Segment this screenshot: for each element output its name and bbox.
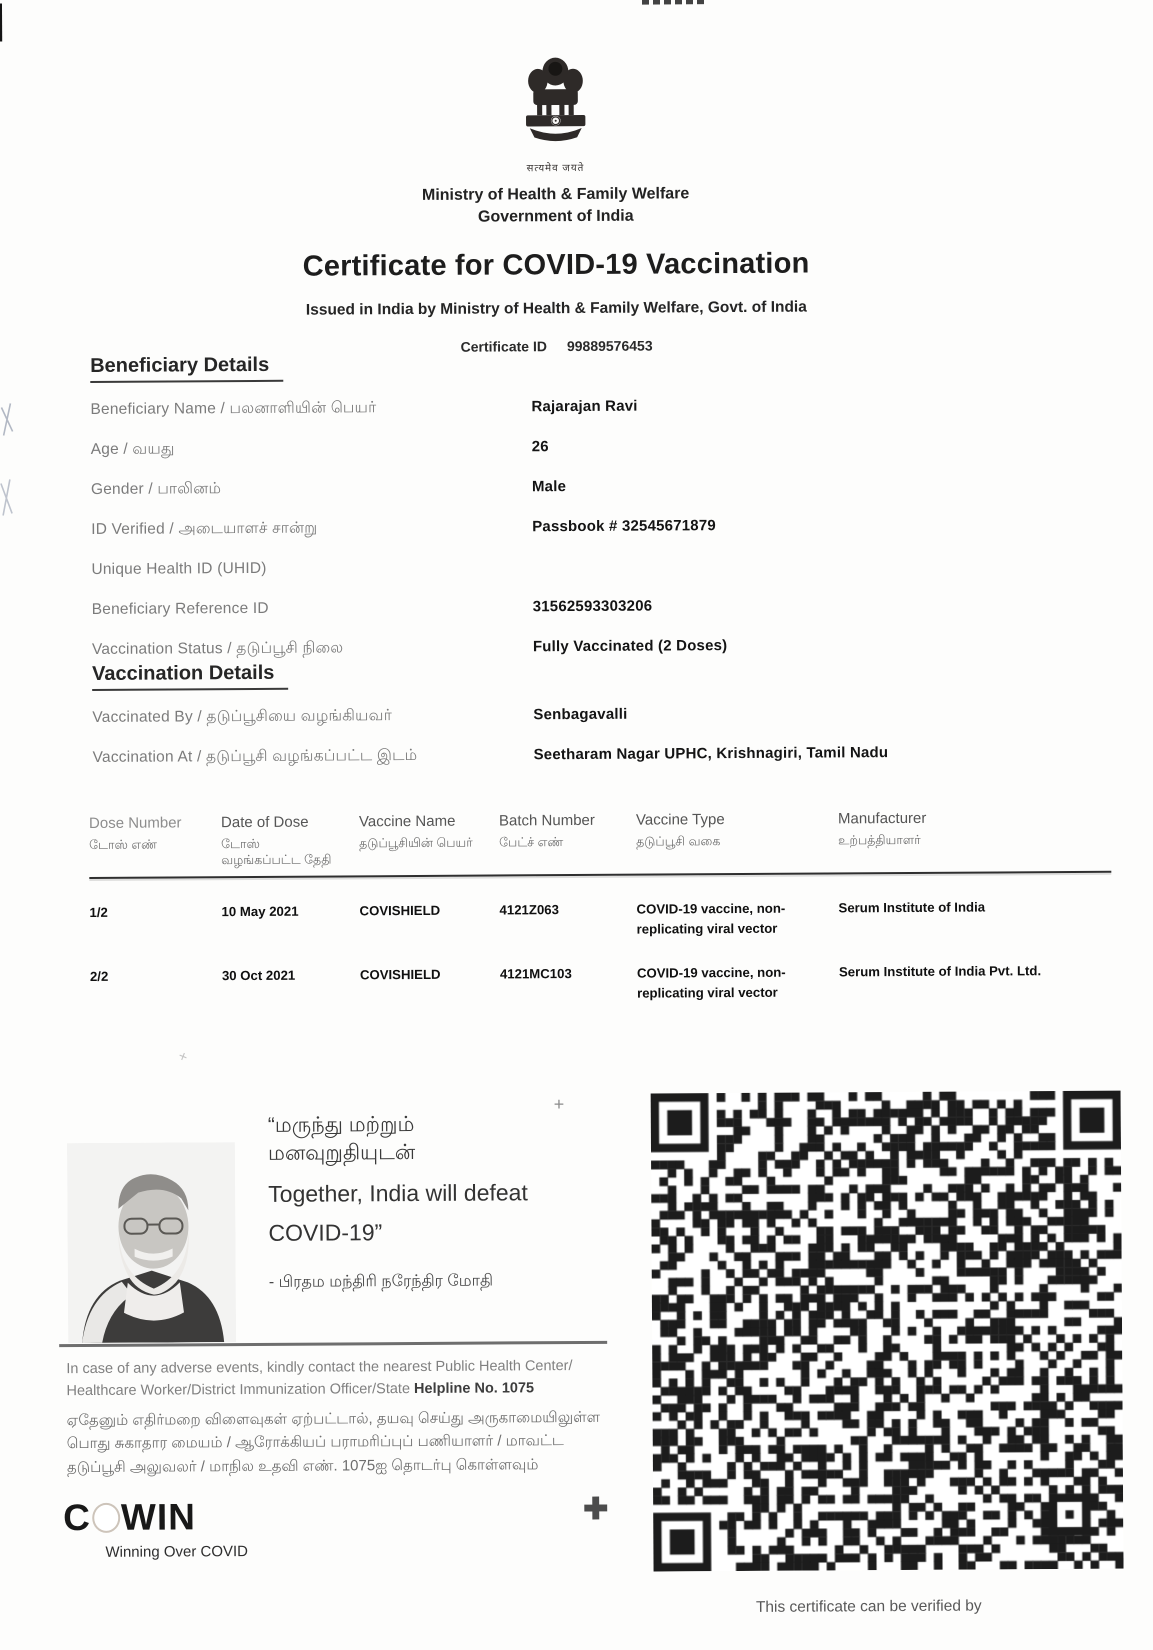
field-label: Beneficiary Name / பலனாளியின் பெயர் [90, 399, 377, 418]
india-national-emblem-icon [513, 52, 598, 155]
field-label: ID Verified / அடையாளச் சான்று [91, 519, 318, 538]
dose-table-header [89, 809, 1111, 869]
cell-batch: 4121MC103 [499, 965, 572, 982]
certificate-id-label: Certificate ID [460, 338, 547, 355]
field-label: Beneficiary Reference ID [91, 599, 269, 618]
certificate-header [0, 49, 1115, 358]
vaccinated-by-row [92, 703, 1102, 749]
dose-row-1 [89, 897, 1111, 943]
field-label: Gender / பாலினம் [90, 480, 222, 498]
col-header-en: Vaccine Name [358, 812, 456, 831]
cowin-logo-c: C [63, 1496, 92, 1539]
col-vaccine-name [359, 812, 499, 867]
dose-table [89, 809, 1112, 1007]
quote-english-line1: Together, India will defeat [268, 1178, 528, 1207]
table-rule [89, 871, 1111, 879]
adverse-line2 [66, 1378, 596, 1403]
scan-edge-artifact [0, 3, 2, 41]
verify-text: This certificate can be verified by [755, 1597, 982, 1616]
cell-dose-number: 1/2 [89, 905, 108, 921]
field-label: Vaccinated By / தடுப்பூசியை வழங்கியவர் [92, 707, 393, 726]
registration-mark-icon: + [553, 1094, 565, 1115]
vaccination-section-title: Vaccination Details [92, 662, 288, 691]
beneficiary-reference-id-row [92, 595, 1102, 641]
cut-off-text-fragment [642, 0, 708, 5]
quote-tamil-line1: “மருந்து மற்றும் [267, 1112, 415, 1137]
registration-mark-icon: ✚ [583, 1492, 609, 1526]
col-header-en: Vaccine Type [635, 811, 725, 829]
adverse-events-note-tamil: ஏதேனும் எதிர்மறை விளைவுகள் ஏற்பட்டால், தயவு செய்து அருகாமையிலுள்ள பொது சுகாதார மையம் / ஆரோக்கியப் பராமரிப்புப் பணியாளர் / மாவட்ட தடுப்பூசி அலுவலர் / மாநில உதவி எண். 1075ஐ தொடர்பு கொள்ளவும் [66, 1408, 601, 1476]
field-label: Unique Health ID (UHID) [91, 559, 267, 578]
quote-english-line2: COVID-19” [268, 1218, 383, 1246]
beneficiary-section-title: Beneficiary Details [90, 354, 283, 383]
emblem-motto: सत्यमेव जयते [526, 162, 585, 175]
pen-mark-artifact [0, 401, 19, 521]
cell-dose-number: 2/2 [89, 968, 109, 984]
quote-tamil-line2: மனவுறுதியுடன் [267, 1141, 416, 1166]
col-header-en: Manufacturer [837, 809, 927, 828]
col-date-of-dose [221, 813, 359, 868]
field-value: Passbook # 32545671879 [532, 517, 716, 536]
cell-date: 10 May 2021 [221, 903, 299, 920]
pm-quote-block [268, 1110, 619, 1293]
cowin-logo [63, 1496, 196, 1539]
registration-mark-icon: + [175, 1047, 191, 1067]
uhid-row [91, 555, 1101, 601]
quote-attribution: - பிரதம மந்திரி நரேந்திர மோதி [268, 1272, 494, 1291]
beneficiary-details-section [90, 349, 1102, 681]
dose-row-2 [90, 961, 1112, 1007]
field-label: Age / வயது [90, 440, 175, 458]
col-header-en: Dose Number [88, 814, 182, 832]
col-header-en: Date of Dose [220, 813, 309, 832]
col-header-ta: தடுப்பூசி வகை [636, 834, 721, 849]
certificate-id-value: 99889576453 [566, 337, 653, 355]
field-value: Male [531, 478, 567, 496]
gender-row [91, 475, 1101, 521]
field-value: Rajarajan Ravi [531, 397, 638, 416]
age-row [91, 435, 1101, 481]
cell-vaccine-name: COVISHIELD [359, 903, 441, 919]
vaccination-at-row [93, 743, 1103, 789]
adverse-line1: In case of any adverse events, kindly contact the nearest Public Health Center/ [66, 1358, 573, 1378]
cowin-tagline: Winning Over COVID [105, 1543, 249, 1561]
adverse-events-note [66, 1356, 596, 1403]
verification-qr-code [651, 1091, 1124, 1572]
col-header-ta: தடுப்பூசியின் பெயர் [359, 835, 473, 851]
field-label: Vaccination At / தடுப்பூசி வழங்கப்பட்ட இடம் [92, 746, 418, 766]
col-header-ta: டோஸ் எண் [89, 837, 158, 852]
cell-vaccine-type: COVID-19 vaccine, non-replicating viral vector [636, 900, 786, 937]
field-value: Seetharam Nagar UPHC, Krishnagiri, Tamil Nadu [533, 744, 889, 764]
col-header-en: Batch Number [498, 811, 595, 830]
col-dose-number [89, 814, 221, 869]
col-header-ta: டோஸ் வழங்கப்பட்ட தேதி [221, 836, 332, 867]
certificate-subtitle: Issued in India by Ministry of Health & Family Welfare, Govt. of India [305, 298, 807, 319]
cell-vaccine-type: COVID-19 vaccine, non-replicating viral vector [636, 964, 786, 1001]
col-batch-number [499, 812, 636, 867]
pm-photo [67, 1142, 236, 1343]
beneficiary-name-row [90, 395, 1100, 441]
field-value: Senbagavalli [533, 705, 628, 724]
cell-manufacturer: Serum Institute of India Pvt. Ltd. [838, 963, 1042, 980]
field-label: Vaccination Status / தடுப்பூசி நிலை [91, 639, 344, 658]
cell-batch: 4121Z063 [499, 902, 559, 918]
helpline-number: Helpline No. 1075 [413, 1380, 535, 1397]
cowin-logo-o-icon [92, 1503, 120, 1533]
government-name: Government of India [477, 207, 634, 226]
field-value: Fully Vaccinated (2 Doses) [532, 637, 728, 656]
col-header-ta: உற்பத்தியாளர் [838, 832, 921, 848]
cowin-logo-win: WIN [120, 1496, 197, 1538]
field-value: 26 [531, 438, 549, 456]
cell-manufacturer: Serum Institute of India [838, 899, 986, 916]
ministry-name: Ministry of Health & Family Welfare [421, 185, 690, 204]
cell-date: 30 Oct 2021 [221, 967, 296, 984]
col-header-ta: பேட்ச் எண் [499, 835, 564, 850]
vaccination-details-section [92, 657, 1103, 789]
field-value: 31562593303206 [532, 597, 653, 616]
certificate-title: Certificate for COVID-19 Vaccination [302, 247, 810, 283]
id-verified-row [91, 515, 1101, 561]
adverse-line2-text: Healthcare Worker/District Immunization Officer/State [66, 1380, 415, 1399]
col-manufacturer [838, 809, 1111, 865]
col-vaccine-type [636, 810, 838, 865]
cell-vaccine-name: COVISHIELD [359, 966, 441, 983]
